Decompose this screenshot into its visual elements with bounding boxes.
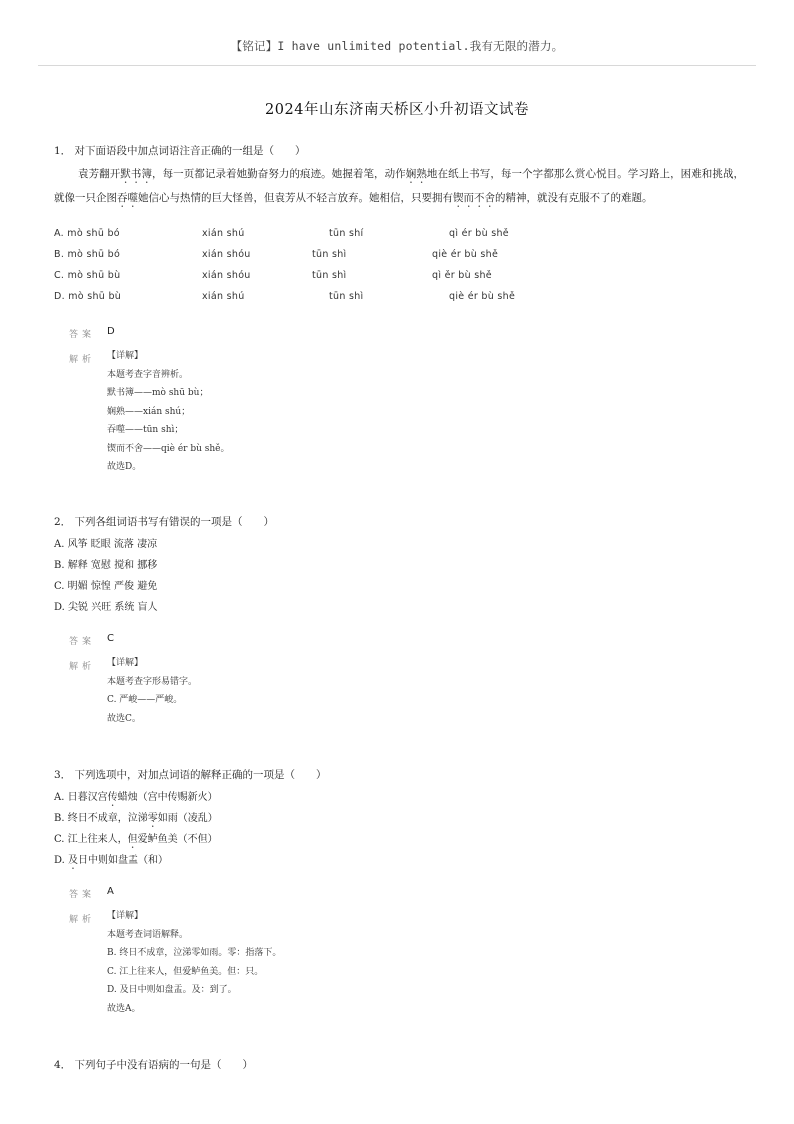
q3-explain-line: 本题考查词语解释。: [107, 929, 189, 940]
q3-option-dotted-word: 传: [107, 792, 118, 803]
q1-answer-label: 答案: [69, 330, 96, 340]
q1-option-b-3: tūn shì: [312, 249, 347, 260]
question-2-stem: 2． 下列各组词语书写有错误的一项是（ ）: [54, 516, 275, 528]
q3-option-text: B. 终日不成章，泣涕: [54, 813, 148, 824]
q1-option-b-2: xián shóu: [202, 249, 251, 260]
q3-explain-line: 故选A。: [107, 1003, 141, 1014]
q2-explain-line: 【详解】: [107, 658, 144, 668]
q2-explain-line: 故选C。: [107, 713, 141, 724]
q3-explain-line: B. 终日不成章，泣涕零如雨。零：指落下。: [107, 948, 282, 958]
q1-explain-line: 【详解】: [107, 351, 144, 361]
q1-explain-line: 默书簿——mò shū bù；: [107, 388, 209, 398]
q1-explain-label: 解析: [69, 355, 96, 365]
q2-option-b[interactable]: B. 解释 宽慰 搅和 挪移: [54, 560, 158, 571]
q3-option-d[interactable]: [54, 851, 754, 872]
q1-passage-dotted-word: 吞噬: [117, 192, 138, 204]
q1-option-c-1[interactable]: C. mò shū bù: [54, 270, 121, 281]
q1-option-c-3: tūn shì: [312, 270, 347, 281]
q1-explain-line: 故选D。: [107, 462, 142, 472]
question-1-stem: 1． 对下面语段中加点词语注音正确的一组是（ ）: [54, 145, 306, 157]
q1-passage-dotted-word: 锲而不舍: [453, 192, 495, 204]
q1-explain-line: 娴熟——xián shú；: [107, 406, 191, 417]
q1-option-c-2: xián shóu: [202, 270, 251, 281]
q1-option-a-1[interactable]: A. mò shū bó: [54, 228, 120, 239]
q3-option-dotted-word: 及: [68, 855, 79, 866]
q2-explanation: [107, 654, 197, 728]
q1-explain-line: 吞噬——tūn shì；: [107, 425, 184, 435]
q1-passage-text: 地在纸上书写，每一个字都那么赏心悦目。学习路上，困难和挑战，就像一只企图: [54, 168, 745, 204]
q3-answer: A: [107, 886, 114, 897]
exam-title: 2024年山东济南天桥区小升初语文试卷: [265, 102, 529, 118]
question-3-stem: 3． 下列选项中，对加点词语的解释正确的一项是（ ）: [54, 769, 327, 781]
q3-option-dotted-word: 但: [127, 834, 138, 845]
q1-option-a-4: qì ér bù shě: [449, 228, 509, 239]
q2-explain-label: 解析: [69, 662, 96, 672]
q1-option-c-4: qì ěr bù shě: [432, 270, 492, 281]
q1-passage-text: ，每一页都记录着她勤奋努力的痕迹。她握着笔，动作: [152, 168, 406, 180]
q1-option-b-4: qiè ér bù shě: [432, 249, 499, 260]
q1-option-d-3: tūn shì: [329, 291, 364, 302]
q2-answer: C: [107, 633, 114, 644]
q3-option-text: 如雨（凌乱）: [157, 813, 218, 824]
q3-explain-line: 【详解】: [107, 911, 144, 921]
q3-option-text: 日中则如盘盂（和）: [78, 855, 169, 866]
header-divider: [38, 65, 756, 66]
q2-option-a[interactable]: A. 风筝 眨眼 流落 凄凉: [54, 539, 158, 550]
q1-option-b-1[interactable]: B. mò shū bó: [54, 249, 121, 260]
q1-option-d-2: xián shú: [202, 291, 245, 302]
q3-explain-line: D. 及日中则如盘盂。及：到了。: [107, 985, 237, 995]
q3-option-text: D.: [54, 855, 69, 866]
q3-option-text: A. 日暮汉宫: [54, 792, 108, 803]
q2-option-c[interactable]: C. 明媚 惊惶 严俊 避免: [54, 581, 158, 592]
q1-explain-line: 锲而不舍——qiè ér bù shě。: [107, 443, 230, 454]
q2-explain-line: C. 严峻——严峻。: [107, 695, 183, 705]
question-4-stem: 4． 下列句子中没有语病的一句是（ ）: [54, 1059, 254, 1071]
q3-option-c[interactable]: [54, 830, 754, 851]
q1-explanation: [107, 347, 229, 477]
q1-passage-dotted-word: 默书簿: [120, 168, 153, 180]
q3-option-a[interactable]: [54, 788, 754, 809]
q1-passage-dotted-word: 娴熟: [405, 168, 427, 180]
q2-answer-label: 答案: [69, 637, 96, 647]
q2-option-d[interactable]: D. 尖锐 兴旺 系统 盲人: [54, 602, 158, 613]
q1-option-d-1[interactable]: D. mò shū bù: [54, 291, 122, 302]
q3-option-text: 蜡烛（宫中传赐新火）: [117, 792, 218, 803]
question-1-passage: [54, 162, 744, 210]
q1-explain-line: 本题考查字音辨析。: [107, 369, 189, 380]
q2-explain-line: 本题考查字形易错字。: [107, 676, 198, 687]
q1-passage-text: 袁芳翻开: [78, 168, 121, 180]
q3-explain-label: 解析: [69, 915, 96, 925]
q3-option-b[interactable]: [54, 809, 754, 830]
q3-option-text: C. 江上往来人，: [54, 834, 128, 845]
q3-option-dotted-word: 零: [147, 813, 158, 824]
q1-option-a-3: tūn shí: [329, 228, 364, 239]
q3-answer-label: 答案: [69, 890, 96, 900]
q1-option-a-2: xián shú: [202, 228, 245, 239]
q1-passage-text: 她信心与热情的巨大怪兽，但袁芳从不轻言放弃。她相信，只要拥有: [138, 192, 453, 204]
q1-option-d-4: qiè ér bù shě: [449, 291, 516, 302]
q1-passage-text: 的精神，就没有克服不了的难题。: [495, 192, 653, 204]
q3-explain-line: C. 江上往来人，但爱鲈鱼美。但：只。: [107, 966, 264, 977]
motto-header: 【铭记】I have unlimited potential.我有无限的潜力。: [230, 39, 564, 53]
q1-answer: D: [107, 326, 115, 337]
q3-option-text: 爱鲈鱼美（不但）: [137, 834, 218, 845]
q3-explanation: [107, 907, 281, 1018]
